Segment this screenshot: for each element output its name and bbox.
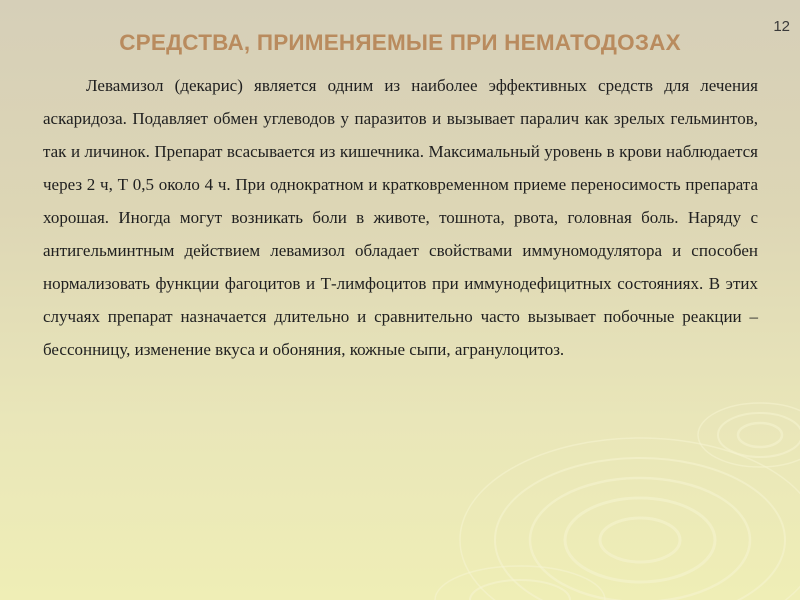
slide-number: 12 (773, 18, 790, 35)
slide-title: СРЕДСТВА, ПРИМЕНЯЕМЫЕ ПРИ НЕМАТОДОЗАХ (119, 30, 681, 55)
slide-body-text: Левамизол (декарис) является одним из наиболее эффективных средств для лечения аскаридоза. Подавляет обмен углеводов у паразитов и вызывает паралич как зрелых гельминтов, так и личинок. Препарат всасывается из кишечника. Максимальный уровень в крови наблюдается через 2 ч, Т 0,5 около 4 ч. При однократном и кратковременном приеме переносимость препарата хорошая. Иногда могут возникать боли в животе, тошнота, рвота, головная боль. Наряду с антигельминтным действием левамизол обладает свойствами иммуномодулятора и способен нормализовать функции фагоцитов и Т-лимфоцитов при иммунодефицитных состояниях. В этих случаях препарат назначается длительно и сравнительно часто вызывает побочные реакции – бессонницу, изменение вкуса и обоняния, кожные сыпи, агранулоцитоз. (43, 76, 758, 359)
